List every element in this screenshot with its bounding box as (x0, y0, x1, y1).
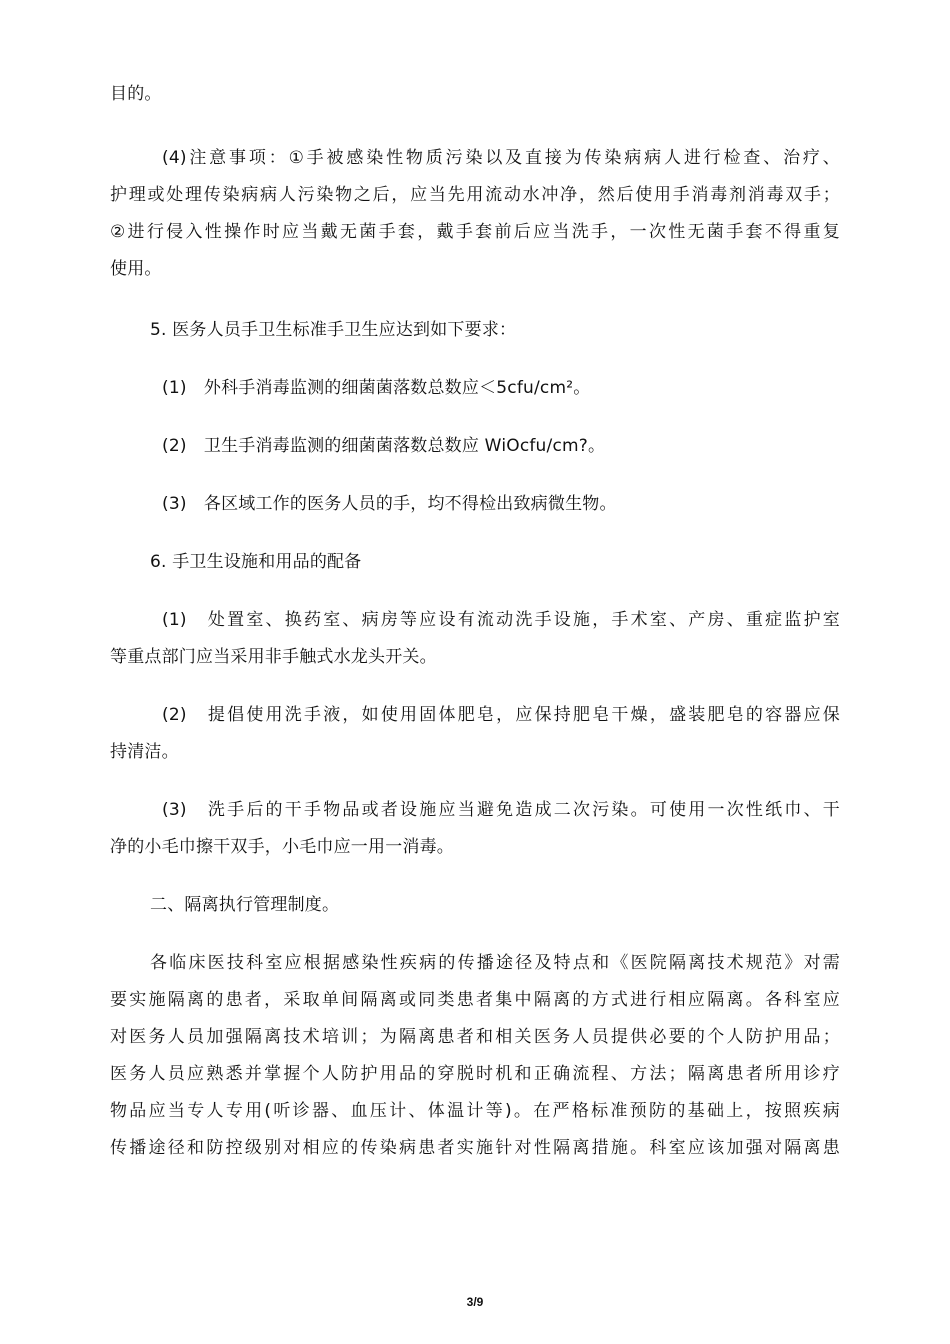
paragraph-line-5: 物品应当专人专用(听诊器、血压计、体温计等)。在严格标准预防的基础上，按照疾病 (110, 1101, 840, 1121)
section-heading-2: 二、隔离执行管理制度。 (150, 895, 340, 915)
text-line-5: 使用。 (110, 259, 162, 279)
paragraph-line-4: 医务人员应熟悉并掌握个人防护用品的穿脱时机和正确流程、方法；隔离患者所用诊疗 (110, 1064, 840, 1084)
list-item-5-2: (2) 卫生手消毒监测的细菌菌落数总数应 WiOcfu/cm?。 (162, 436, 606, 456)
list-item-6-1-line-2: 等重点部门应当采用非手触式水龙头开关。 (110, 647, 437, 667)
section-heading-6: 6. 手卫生设施和用品的配备 (150, 552, 362, 572)
paragraph-line-1: 各临床医技科室应根据感染性疾病的传播途径及特点和《医院隔离技术规范》对需 (150, 953, 840, 973)
list-item-6-2-line-1: (2) 提倡使用洗手液，如使用固体肥皂，应保持肥皂干燥，盛装肥皂的容器应保 (162, 705, 840, 725)
text-line-3: 护理或处理传染病病人污染物之后，应当先用流动水冲净，然后使用手消毒剂消毒双手； (110, 185, 840, 205)
paragraph-line-2: 要实施隔离的患者，采取单间隔离或同类患者集中隔离的方式进行相应隔离。各科室应 (110, 990, 840, 1010)
paragraph-line-6: 传播途径和防控级别对相应的传染病患者实施针对性隔离措施。科室应该加强对隔离患 (110, 1138, 840, 1158)
text-line-1: 目的。 (110, 84, 162, 104)
text-line-2: (4)注意事项：①手被感染性物质污染以及直接为传染病病人进行检查、治疗、 (162, 148, 840, 168)
section-heading-5: 5. 医务人员手卫生标准手卫生应达到如下要求： (150, 320, 517, 340)
list-item-5-1: (1) 外科手消毒监测的细菌菌落数总数应＜5cfu/cm²。 (162, 378, 591, 398)
list-item-6-1-line-1: (1) 处置室、换药室、病房等应设有流动洗手设施，手术室、产房、重症监护室 (162, 610, 840, 630)
list-item-6-3-line-1: (3) 洗手后的干手物品或者设施应当避免造成二次污染。可使用一次性纸巾、干 (162, 800, 840, 820)
list-item-6-3-line-2: 净的小毛巾擦干双手，小毛巾应一用一消毒。 (110, 837, 454, 857)
paragraph-line-3: 对医务人员加强隔离技术培训；为隔离患者和相关医务人员提供必要的个人防护用品； (110, 1027, 840, 1047)
list-item-6-2-line-2: 持清洁。 (110, 742, 179, 762)
page-number: 3/9 (466, 1295, 484, 1309)
list-item-5-3: (3) 各区域工作的医务人员的手，均不得检出致病微生物。 (162, 494, 617, 514)
text-line-4: ②进行侵入性操作时应当戴无菌手套，戴手套前后应当洗手，一次性无菌手套不得重复 (110, 222, 840, 242)
